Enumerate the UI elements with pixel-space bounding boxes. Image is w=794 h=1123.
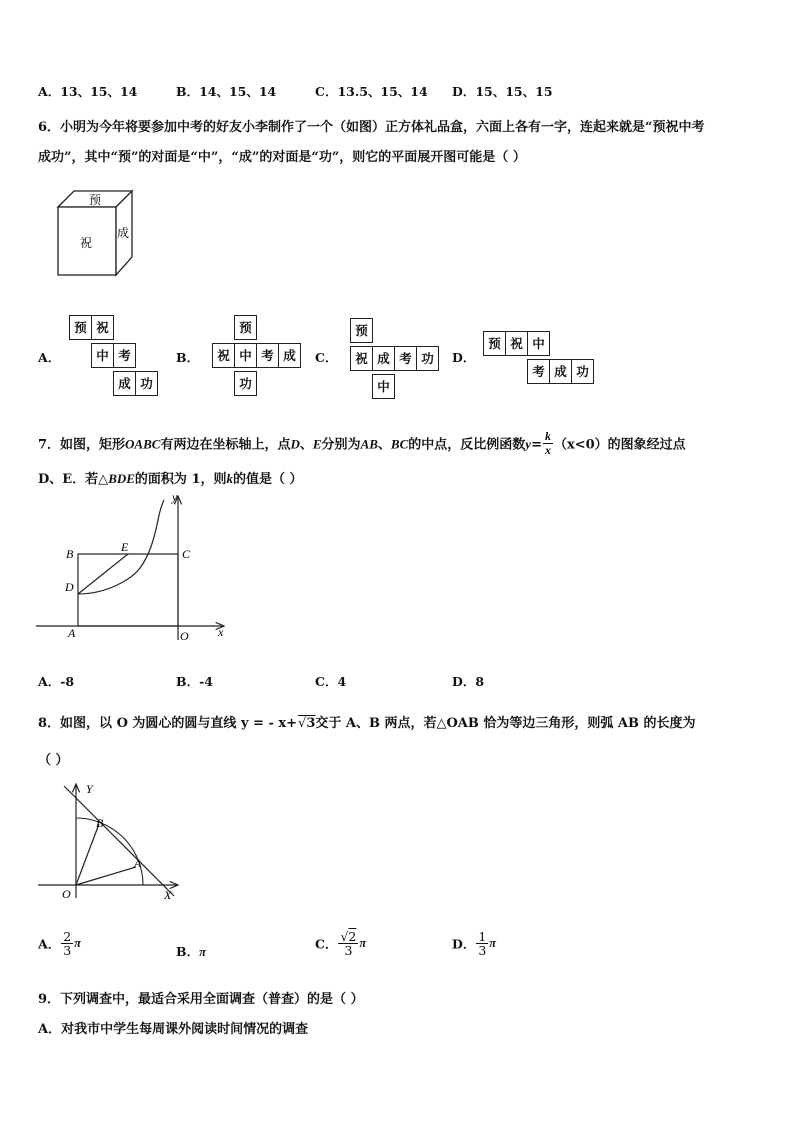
q5-option-b: B．14、15、14 [176,84,277,99]
q7-fraction: $\frac{k}{x}$ [544,429,551,457]
net-c-cell: 预 [350,318,373,343]
svg-text:B: B [96,816,104,830]
svg-text:E: E [121,540,129,554]
svg-text:C: C [182,547,191,561]
net-c-cell: 成 [372,346,395,371]
svg-text:Y: Y [86,782,93,796]
q8-stem-line1: 8．如图，以 O 为圆心的圆与直线 y = - x+√3交于 A、B 两点，若△OAB 恰为等边三角形，则弧 AB 的长度为 [38,716,696,731]
q6-option-b-letter: B． [176,350,200,365]
net-b-cell: 预 [234,315,257,340]
q5-option-d: D．15、15、15 [452,84,553,99]
q8-circle-graph [36,780,186,905]
net-b-cell: 功 [234,371,257,396]
q7-option-d: D．8 [452,674,485,689]
svg-text:O: O [180,629,189,643]
rectangle-oabc [78,554,178,626]
net-d-cell: 考 [527,359,550,384]
segment-de [78,554,128,594]
cube-front-char: 祝 [79,236,93,250]
net-c-cell: 考 [394,346,417,371]
q5-option-a: A．13、15、14 [38,84,138,99]
net-d-cell: 预 [483,331,506,356]
net-a-cell: 祝 [91,315,114,340]
q6-option-d-letter: D． [452,350,476,365]
q8-option-a: A． $\frac{2}{3}$ π [38,929,81,959]
q6-stem-line2: 成功”，其中“预”的对面是“中”，“成”的对面是“功”，则它的平面展开图可能是（ ） [38,150,526,165]
q8-stem-line2: （ ） [38,753,69,768]
net-a-cell: 中 [91,343,114,368]
net-a-cell: 预 [69,315,92,340]
svg-text:A: A [68,626,76,640]
net-d-cell: 中 [527,331,550,356]
q6-option-a-letter: A． [38,350,61,365]
net-d-cell: 功 [571,359,594,384]
q8-option-c: C． $\frac{√2}{3}$ π [315,929,367,959]
q7-option-b: B．-4 [176,674,213,689]
q5-option-c: C．13.5、15、14 [315,84,428,99]
cube-top-char: 预 [88,193,102,207]
q7-coordinate-graph [36,490,236,650]
gift-cube-figure [50,185,140,280]
net-a-cell: 考 [113,343,136,368]
q8-option-b: B．π [176,944,206,959]
net-b-cell: 祝 [212,343,235,368]
svg-text:X: X [164,888,172,902]
q7-stem-line1: 7．如图，矩形OABC有两边在坐标轴上，点D、E分别为AB、BC的中点，反比例函数y= $\frac{k}{x}$ （x<0）的图象经过点 [38,429,686,457]
q8-option-d: D． $\frac{1}{3}$ π [452,929,497,959]
svg-text:O: O [62,887,71,901]
q7-option-c: C．4 [315,674,347,689]
svg-text:x: x [218,625,224,639]
svg-text:D: D [65,580,74,594]
net-b-cell: 成 [278,343,301,368]
q9-option-a: A．对我市中学生每周课外阅读时间情况的调查 [38,1022,309,1037]
net-d-cell: 祝 [505,331,528,356]
cube-side-char: 成 [116,226,130,240]
net-b-cell: 考 [256,343,279,368]
svg-text:y: y [172,490,178,504]
net-a-cell: 成 [113,371,136,396]
q9-stem: 9．下列调查中，最适合采用全面调查（普查）的是（ ） [38,992,364,1007]
svg-text:A: A [134,856,142,870]
q6-stem-line1: 6．小明为今年将要参加中考的好友小李制作了一个（如图）正方体礼品盒，六面上各有一字，连起来就是“预祝中考 [38,120,705,135]
q7-option-a: A．-8 [38,674,75,689]
net-a-cell: 功 [135,371,158,396]
net-c-cell: 中 [372,374,395,399]
svg-text:B: B [66,547,74,561]
q7-stem-line2: D、E．若△BDE的面积为 1，则k的值是（ ） [38,471,303,487]
q6-option-c-letter: C． [315,350,338,365]
net-d-cell: 成 [549,359,572,384]
net-c-cell: 祝 [350,346,373,371]
segment-ob [76,824,99,885]
net-c-cell: 功 [416,346,439,371]
line-y-neg-x-plus-sqrt3 [64,786,174,896]
segment-oa [76,867,136,885]
net-b-cell: 中 [234,343,257,368]
